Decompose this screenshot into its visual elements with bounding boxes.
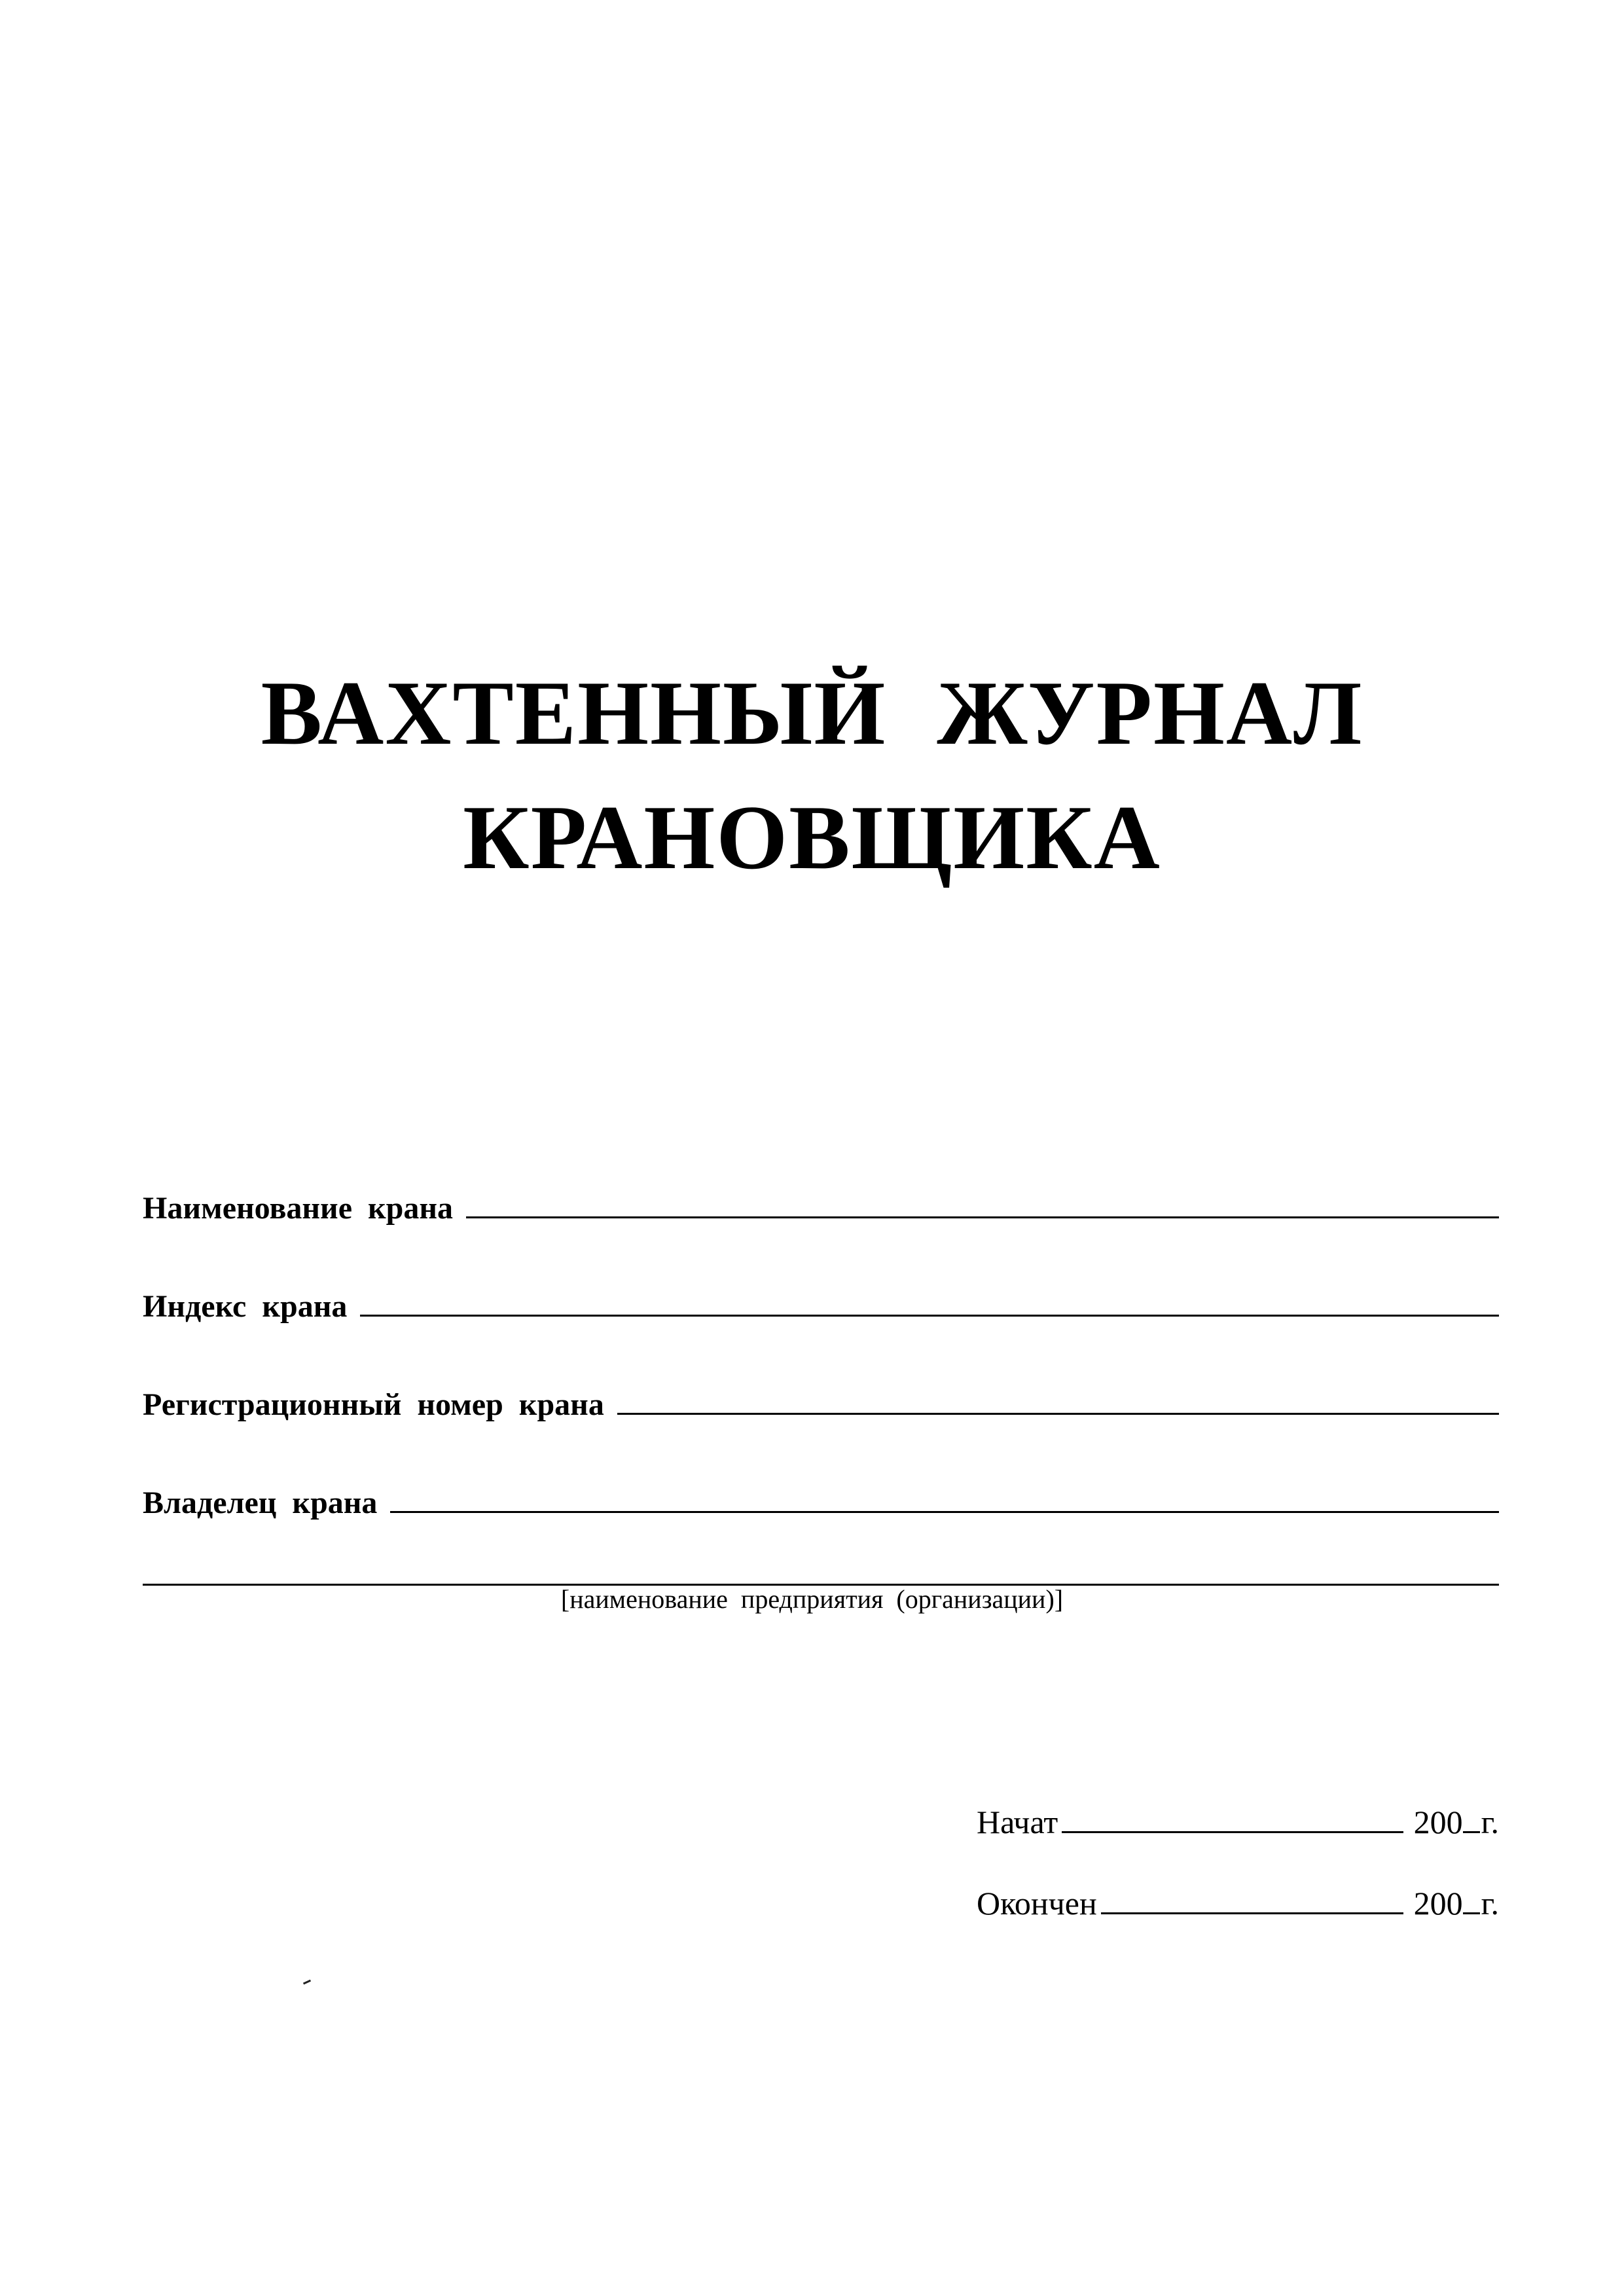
crane-name-row [143,1178,1499,1224]
crane-owner-label: Владелец крана [143,1485,378,1520]
document-title-line-2: КРАНОВЩИКА [463,787,1161,888]
crane-index-row [143,1277,1499,1322]
crane-owner-field[interactable] [390,1511,1499,1513]
stray-ink-mark [303,1980,311,1985]
start-date-row [977,1796,1499,1838]
crane-reg-number-row [143,1375,1499,1421]
crane-index-field[interactable] [360,1315,1499,1317]
document-title-line-1: ВАХТЕННЫЙ ЖУРНАЛ [261,663,1363,764]
organization-caption: [наименование предприятия (организации)] [560,1584,1064,1614]
crane-name-field[interactable] [466,1216,1499,1218]
end-year-prefix: 200 [1413,1885,1463,1922]
end-year-blank[interactable] [1463,1912,1480,1914]
start-year-suffix: г. [1481,1804,1499,1840]
crane-index-label: Индекс крана [143,1289,348,1324]
start-date-label: Начат [977,1804,1058,1840]
crane-name-label: Наименование крана [143,1191,453,1226]
end-date-field[interactable] [1101,1912,1403,1914]
crane-owner-row [143,1473,1499,1519]
end-year-suffix: г. [1481,1885,1499,1922]
start-year-prefix: 200 [1413,1804,1463,1840]
start-year-blank[interactable] [1463,1831,1480,1833]
crane-reg-number-label: Регистрационный номер крана [143,1387,604,1422]
end-date-row [977,1878,1499,1920]
crane-reg-number-field[interactable] [617,1413,1499,1415]
end-date-label: Окончен [977,1885,1097,1922]
start-date-field[interactable] [1062,1831,1403,1833]
